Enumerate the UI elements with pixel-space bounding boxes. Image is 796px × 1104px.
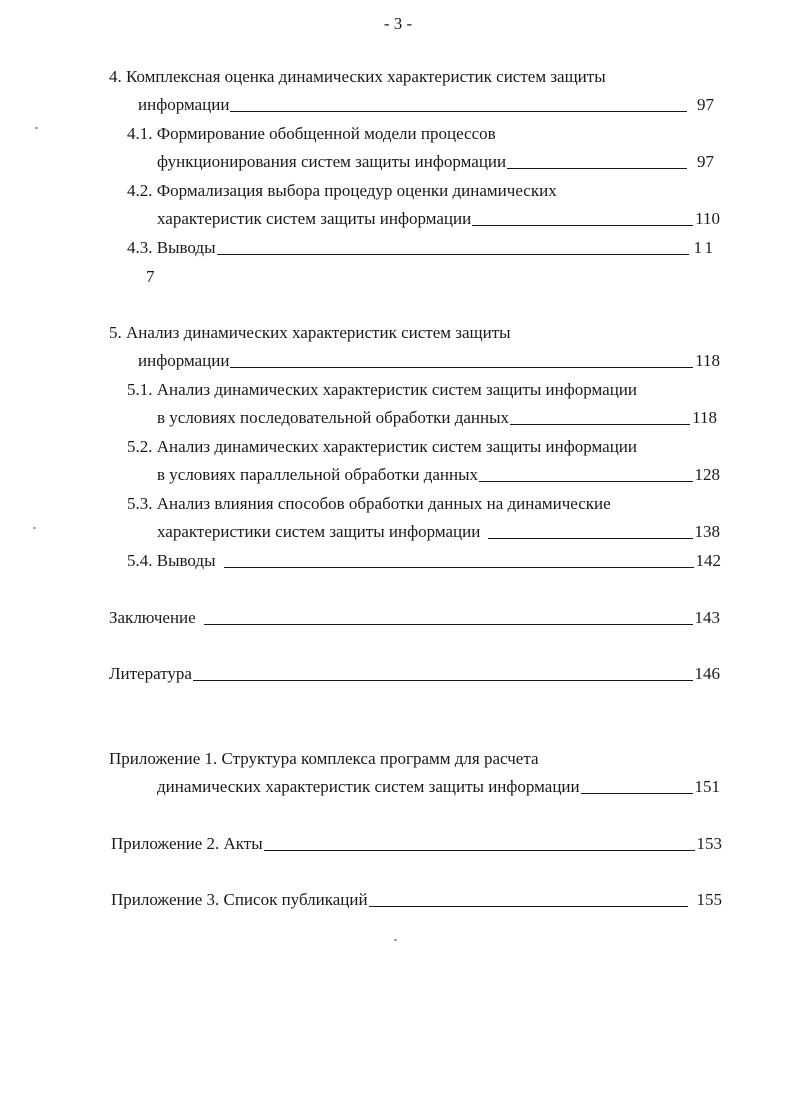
toc-leader-line [230,367,693,368]
toc-leader-line [204,624,693,625]
toc-entry-5-2 [157,464,720,486]
toc-page-number: 97 [697,95,714,114]
toc-entry-literature [109,663,720,685]
toc-page-number: 153 [696,834,722,853]
toc-leader-line [230,111,687,112]
toc-page-number: 155 [696,890,722,909]
toc-entry-label: в условиях последовательной обработки данных [157,408,510,427]
toc-entry-4-3 [127,237,716,259]
toc-entry-conclusion [109,607,720,629]
toc-page-number: 118 [692,408,717,427]
toc-leader-line [507,168,687,169]
toc-entry-label: в условиях параллельной обработки данных [157,465,478,484]
toc-page-number: 146 [694,664,720,683]
toc-page-number-wrapped: 7 [146,267,155,286]
toc-entry-appendix1 [157,776,720,798]
toc-entry-label: Литература [109,664,192,683]
toc-leader-line [193,680,693,681]
toc-entry-label: информации [138,95,230,114]
toc-page-number: 11 [693,238,716,257]
toc-page-number: 110 [695,209,720,228]
toc-leader-line [472,225,693,226]
toc-page-number: 118 [695,351,720,370]
toc-leader-line [581,793,693,794]
toc-leader-line [488,538,693,539]
toc-entry-label: характеристик систем защиты информации [157,209,472,228]
toc-section-5-1-title: 5.1. Анализ динамических характеристик систем защиты информации [127,380,637,399]
toc-entry-4-2 [157,208,720,230]
toc-entry-label: информации [138,351,230,370]
toc-page-number: 128 [694,465,720,484]
toc-section-4-2-title: 4.2. Формализация выбора процедур оценки динамических [127,181,557,200]
toc-leader-line [479,481,693,482]
toc-chapter4-title: 4. Комплексная оценка динамических характеристик систем защиты [109,67,606,86]
toc-entry-5-1 [157,407,717,429]
scan-speck [394,939,397,941]
toc-page-number: 138 [694,522,720,541]
scan-speck [35,127,38,129]
toc-entry-label: функционирования систем защиты информации [157,152,507,171]
toc-entry-appendix2 [111,833,722,855]
toc-entry-label: Приложение 3. Список публикаций [111,890,368,909]
toc-entry-label: характеристики систем защиты информации [157,522,481,541]
toc-entry-chapter4 [138,94,714,116]
toc-section-5-3-title: 5.3. Анализ влияния способов обработки данных на динамические [127,494,611,513]
toc-section-4-1-title: 4.1. Формирование обобщенной модели процессов [127,124,496,143]
toc-leader-line [510,424,690,425]
page-number: - 3 - [383,14,413,33]
toc-entry-label: Приложение 2. Акты [111,834,263,853]
toc-leader-line [217,254,689,255]
toc-page-number: 142 [695,551,721,570]
toc-entry-label: динамических характеристик систем защиты информации [157,777,580,796]
toc-leader-line [264,850,695,851]
toc-entry-chapter5 [138,350,720,372]
toc-entry-label: 4.3. Выводы [127,238,216,257]
toc-entry-5-4 [127,550,721,572]
toc-entry-label: 5.4. Выводы [127,551,216,570]
toc-page-number: 97 [697,152,714,171]
scan-speck [33,527,36,529]
toc-page-number: 143 [694,608,720,627]
toc-entry-4-1 [157,151,714,173]
toc-entry-5-3 [157,521,720,543]
toc-page-number: 151 [694,777,720,796]
toc-section-5-2-title: 5.2. Анализ динамических характеристик систем защиты информации [127,437,637,456]
toc-appendix1-title: Приложение 1. Структура комплекса программ для расчета [109,749,539,768]
toc-entry-appendix3 [111,889,722,911]
toc-leader-line [369,906,688,907]
toc-entry-label: Заключение [109,608,196,627]
toc-leader-line [224,567,694,568]
toc-chapter5-title: 5. Анализ динамических характеристик систем защиты [109,323,511,342]
